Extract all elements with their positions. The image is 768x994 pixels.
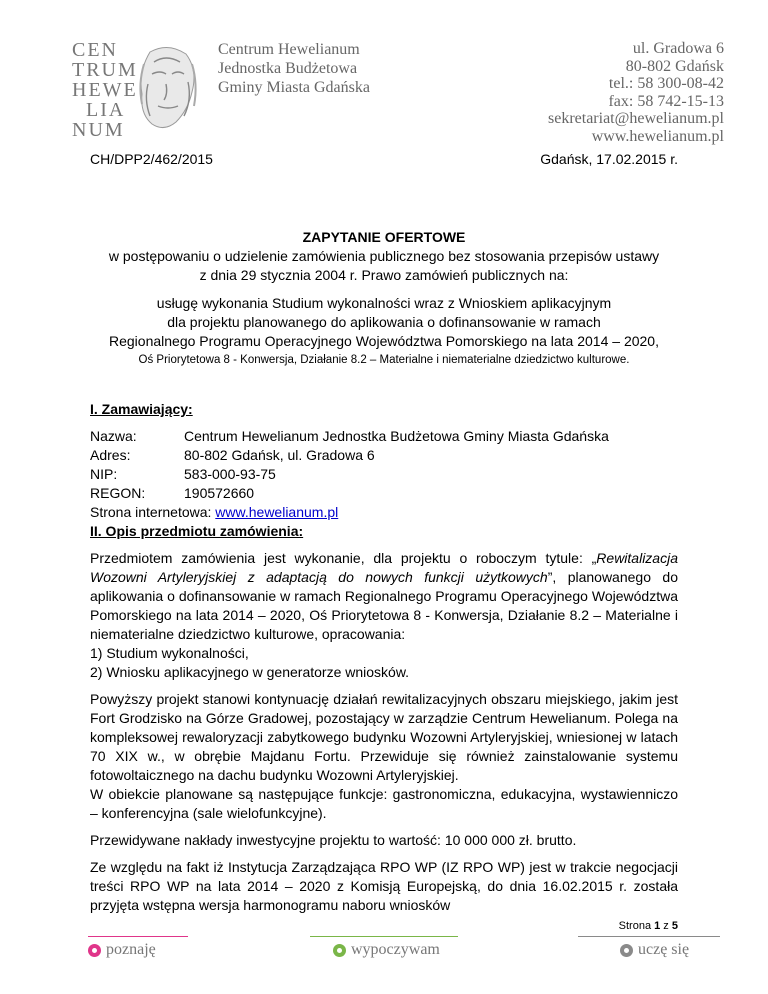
footer-label: uczę się [638, 941, 690, 958]
footer-item-ucze-sie [620, 941, 689, 959]
subtitle-line: w postępowaniu o udzielenie zamówienia publicznego bez stosowania przepisów ustawy [108, 248, 660, 264]
website-row [90, 503, 678, 522]
document-subtitle [70, 247, 698, 285]
logo [72, 40, 212, 140]
subtitle-line: z dnia 29 stycznia 2004 r. Prawo zamówień publicznych na: [199, 267, 569, 283]
section-heading: II. Opis przedmiotu zamówienia: [90, 523, 304, 539]
info-row [90, 446, 678, 465]
info-row [90, 484, 678, 503]
contact-email[interactable]: sekretariat@hewelianum.pl [548, 110, 724, 127]
logo-text-line: HEWE [72, 79, 138, 101]
circle-icon [620, 944, 633, 957]
info-label: NIP: [90, 466, 118, 482]
list-item: 2) Wniosku aplikacyjnego w generatorze wniosków. [90, 664, 410, 680]
service-line: usługę wykonania Studium wykonalności wraz z Wnioskiem aplikacyjnym [156, 295, 612, 311]
organization-name [218, 40, 370, 97]
info-value: 190572660 [184, 485, 255, 501]
website-label: Strona internetowa: [90, 504, 216, 520]
website-link[interactable]: www.hewelianum.pl [215, 504, 339, 520]
page-current: 1 [654, 920, 661, 932]
paragraph: Ze względu na fakt iż Instytucja Zarządzająca RPO WP (IZ RPO WP) jest w trakcie negocjacji treści RPO WP na lata 2014 – 2020 z Komisją Europejską, do dnia 16.02.2015 r. została przyjęta wstępna wersja harmonogramu naboru wniosków [90, 859, 678, 913]
paragraph: W obiekcie planowane są następujące funkcje: gastronomiczna, edukacyjna, wystawienniczo – konferencyjna (sale wielofunkcyjne). [90, 786, 678, 821]
contact-website[interactable]: www.hewelianum.pl [591, 127, 724, 145]
info-value: 583-000-93-75 [184, 466, 276, 482]
footer-label: wypoczywam [351, 941, 440, 958]
contact-address: ul. Gradowa 6 [632, 40, 724, 57]
text-run: Przedmiotem zamówienia jest wykonanie, dla projektu o roboczym tytule: „ [90, 550, 597, 566]
org-line: Gminy Miasta Gdańska [218, 79, 370, 96]
service-line: dla projektu planowanego do aplikowania o dofinansowanie w ramach [167, 314, 601, 330]
logo-text-line: NUM [72, 119, 125, 141]
section-heading: I. Zamawiający: [90, 401, 193, 417]
footer-divider [578, 936, 720, 937]
footer-item-wypoczywam [333, 941, 440, 959]
document-title: ZAPYTANIE OFERTOWE [302, 229, 466, 245]
footer-divider [88, 936, 188, 937]
logo-text-line: TRUM [72, 59, 138, 81]
paragraph: Powyższy projekt stanowi kontynuację działań rewitalizacyjnych obszaru miejskiego, jakim jest Fort Grodzisko na Górze Gradowej, pozostający w zarządzie Centrum Hewelianum. Polega na kompleksowej rewaloryzacji zabytkowego budynku Wozowni Artyleryjskiej, wniesionej w latach 70 XIX w., w obrębie Majdanu Fortu. Przewiduje się również zainstalowanie systemu fotowoltaicznego na dachu budynku Wozowni Artyleryjskiej. [90, 691, 678, 783]
contact-city: 80-802 Gdańsk [625, 57, 724, 75]
page-total: 5 [671, 920, 678, 932]
footer-item-poznaje [88, 941, 156, 959]
paragraph: Przewidywane nakłady inwestycyjne projektu to wartość: 10 000 000 zł. brutto. [90, 832, 577, 848]
circle-icon [88, 944, 101, 957]
info-value: 80-802 Gdańsk, ul. Gradowa 6 [184, 447, 375, 463]
info-value: Centrum Hewelianum Jednostka Budżetowa Gminy Miasta Gdańska [184, 428, 609, 444]
section-order-description [90, 522, 678, 915]
org-line: Jednostka Budżetowa [218, 60, 358, 77]
text-run: ”, planowanego do aplikowania o dofinansowanie w ramach Regionalnego Programu Operacyjnego Województwa Pomorskiego na lata 2014 – 2020, Oś Priorytetowa 8 - Konwersja, Działanie 8.2 – Materialne i niematerialne dziedzictwo kulturowe, opracowania: [90, 569, 678, 642]
document-date: Gdańsk, 17.02.2015 r. [540, 151, 678, 167]
project-title: Rewitalizacja Wozowni Artyleryjskiej z adaptacją do nowych funkcji użytkowych [90, 550, 678, 585]
contact-info [548, 40, 724, 145]
page-separator: z [660, 920, 672, 932]
org-line: Centrum Hewelianum [218, 41, 360, 58]
paragraph [90, 549, 678, 644]
footer-divider [310, 936, 458, 937]
section-contracting-authority [90, 400, 678, 522]
circle-icon [333, 944, 346, 957]
info-label: Nazwa: [90, 428, 137, 444]
info-label: REGON: [90, 485, 146, 501]
service-line-small: Oś Priorytetowa 8 - Konwersja, Działanie 8.2 – Materialne i niematerialne dziedzictwo kulturowe. [138, 354, 630, 366]
contact-fax: fax: 58 742-15-13 [608, 92, 724, 110]
contact-phone: tel.: 58 300-08-42 [608, 75, 724, 92]
service-line: Regionalnego Programu Operacyjnego Województwa Pomorskiego na lata 2014 – 2020, [109, 333, 659, 349]
reference-number: CH/DPP2/462/2015 [90, 151, 213, 167]
footer-label: poznaję [106, 941, 156, 958]
page-label: Strona [618, 920, 655, 932]
list-item: 1) Studium wykonalności, [90, 645, 249, 661]
info-label: Adres: [90, 447, 131, 463]
info-row [90, 465, 678, 484]
info-row [90, 427, 678, 446]
logo-text-line: LIA [86, 99, 126, 121]
logo-text-line: CEN [72, 39, 118, 61]
service-description [70, 294, 698, 370]
page-number [619, 920, 678, 932]
portrait-logo-icon [130, 44, 200, 134]
